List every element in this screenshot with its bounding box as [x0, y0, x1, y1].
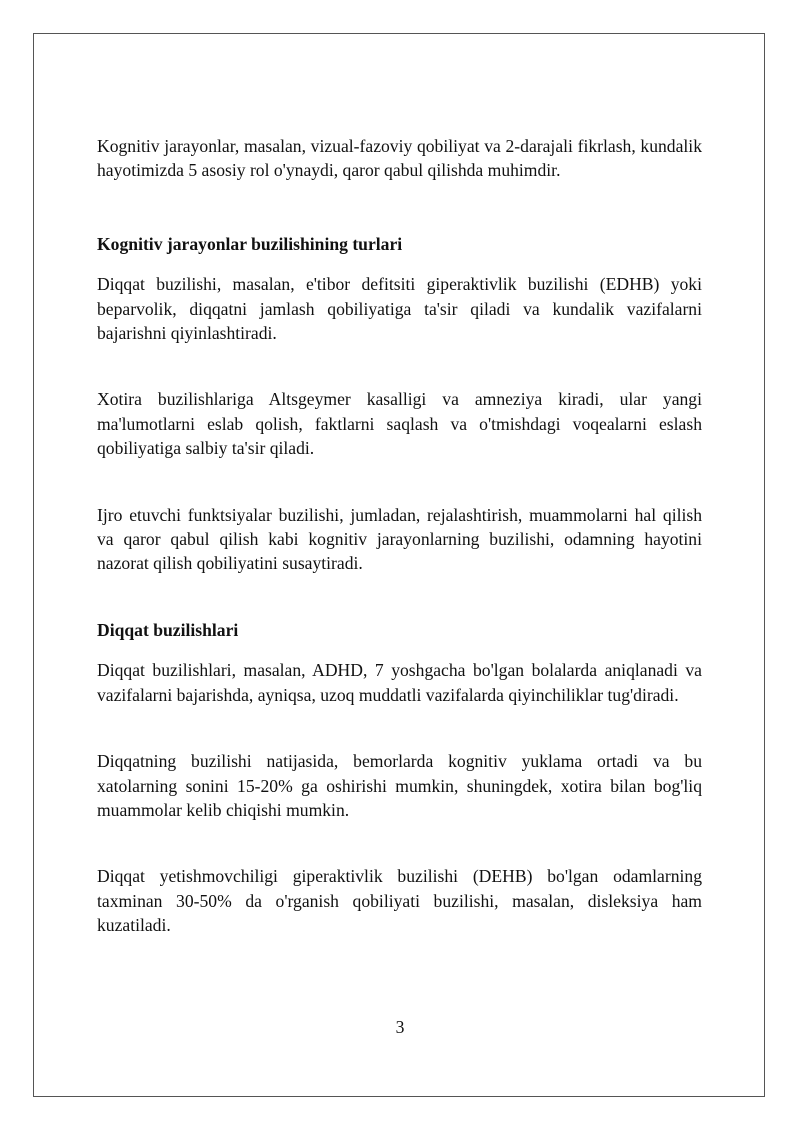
heading-cognitive-disorder-types: Kognitiv jarayonlar buzilishining turlari — [97, 233, 403, 254]
heading-attention-disorders: Diqqat buzilishlari — [97, 619, 239, 640]
page-content — [97, 134, 702, 938]
paragraph-executive-functions: Ijro etuvchi funktsiyalar buzilishi, jumladan, rejalashtirish, muammolarni hal qilish va qaror qabul qilish kabi kognitiv jarayonlarning buzilishi, odamning hayotini nazorat qilish qobiliyatini susaytiradi. — [97, 504, 702, 574]
paragraph-attention-disorder: Diqqat buzilishi, masalan, e'tibor defitsiti giperaktivlik buzilishi (EDHB) yoki beparvolik, diqqatni jamlash qobiliyatiga ta'sir qiladi va kundalik vazifalarni bajarishni qiyinlashtiradi. — [97, 274, 702, 344]
paragraph-memory-disorders: Xotira buzilishlariga Altsgeymer kasalligi va amneziya kiradi, ular yangi ma'lumotlarni eslab qolish, faktlarni saqlash va o'tmishdagi voqealarni eslash qobiliyatiga salbiy ta'sir qiladi. — [97, 389, 702, 459]
paragraph-adhd-children: Diqqat buzilishlari, masalan, ADHD, 7 yoshgacha bo'lgan bolalarda aniqlanadi va vazifalarni bajarishda, ayniqsa, uzoq muddatli vazifalarda qiyinchiliklar tug'diradi. — [97, 660, 702, 705]
page-number: 3 — [395, 1017, 405, 1037]
paragraph-dehb-learning: Diqqat yetishmovchiligi giperaktivlik buzilishi (DEHB) bo'lgan odamlarning taxminan 30-50% da o'rganish qobiliyati buzilishi, masalan, disleksiya ham kuzatiladi. — [97, 866, 702, 936]
paragraph-cognitive-load: Diqqatning buzilishi natijasida, bemorlarda kognitiv yuklama ortadi va bu xatolarning sonini 15-20% ga oshirishi mumkin, shuningdek, xotira bilan bog'liq muammolar kelib chiqishi mumkin. — [97, 751, 702, 820]
paragraph-cognitive-processes: Kognitiv jarayonlar, masalan, vizual-fazoviy qobiliyat va 2-darajali fikrlash, kundalik hayotimizda 5 asosiy rol o'ynaydi, qaror qabul qilishda muhimdir. — [97, 136, 702, 181]
